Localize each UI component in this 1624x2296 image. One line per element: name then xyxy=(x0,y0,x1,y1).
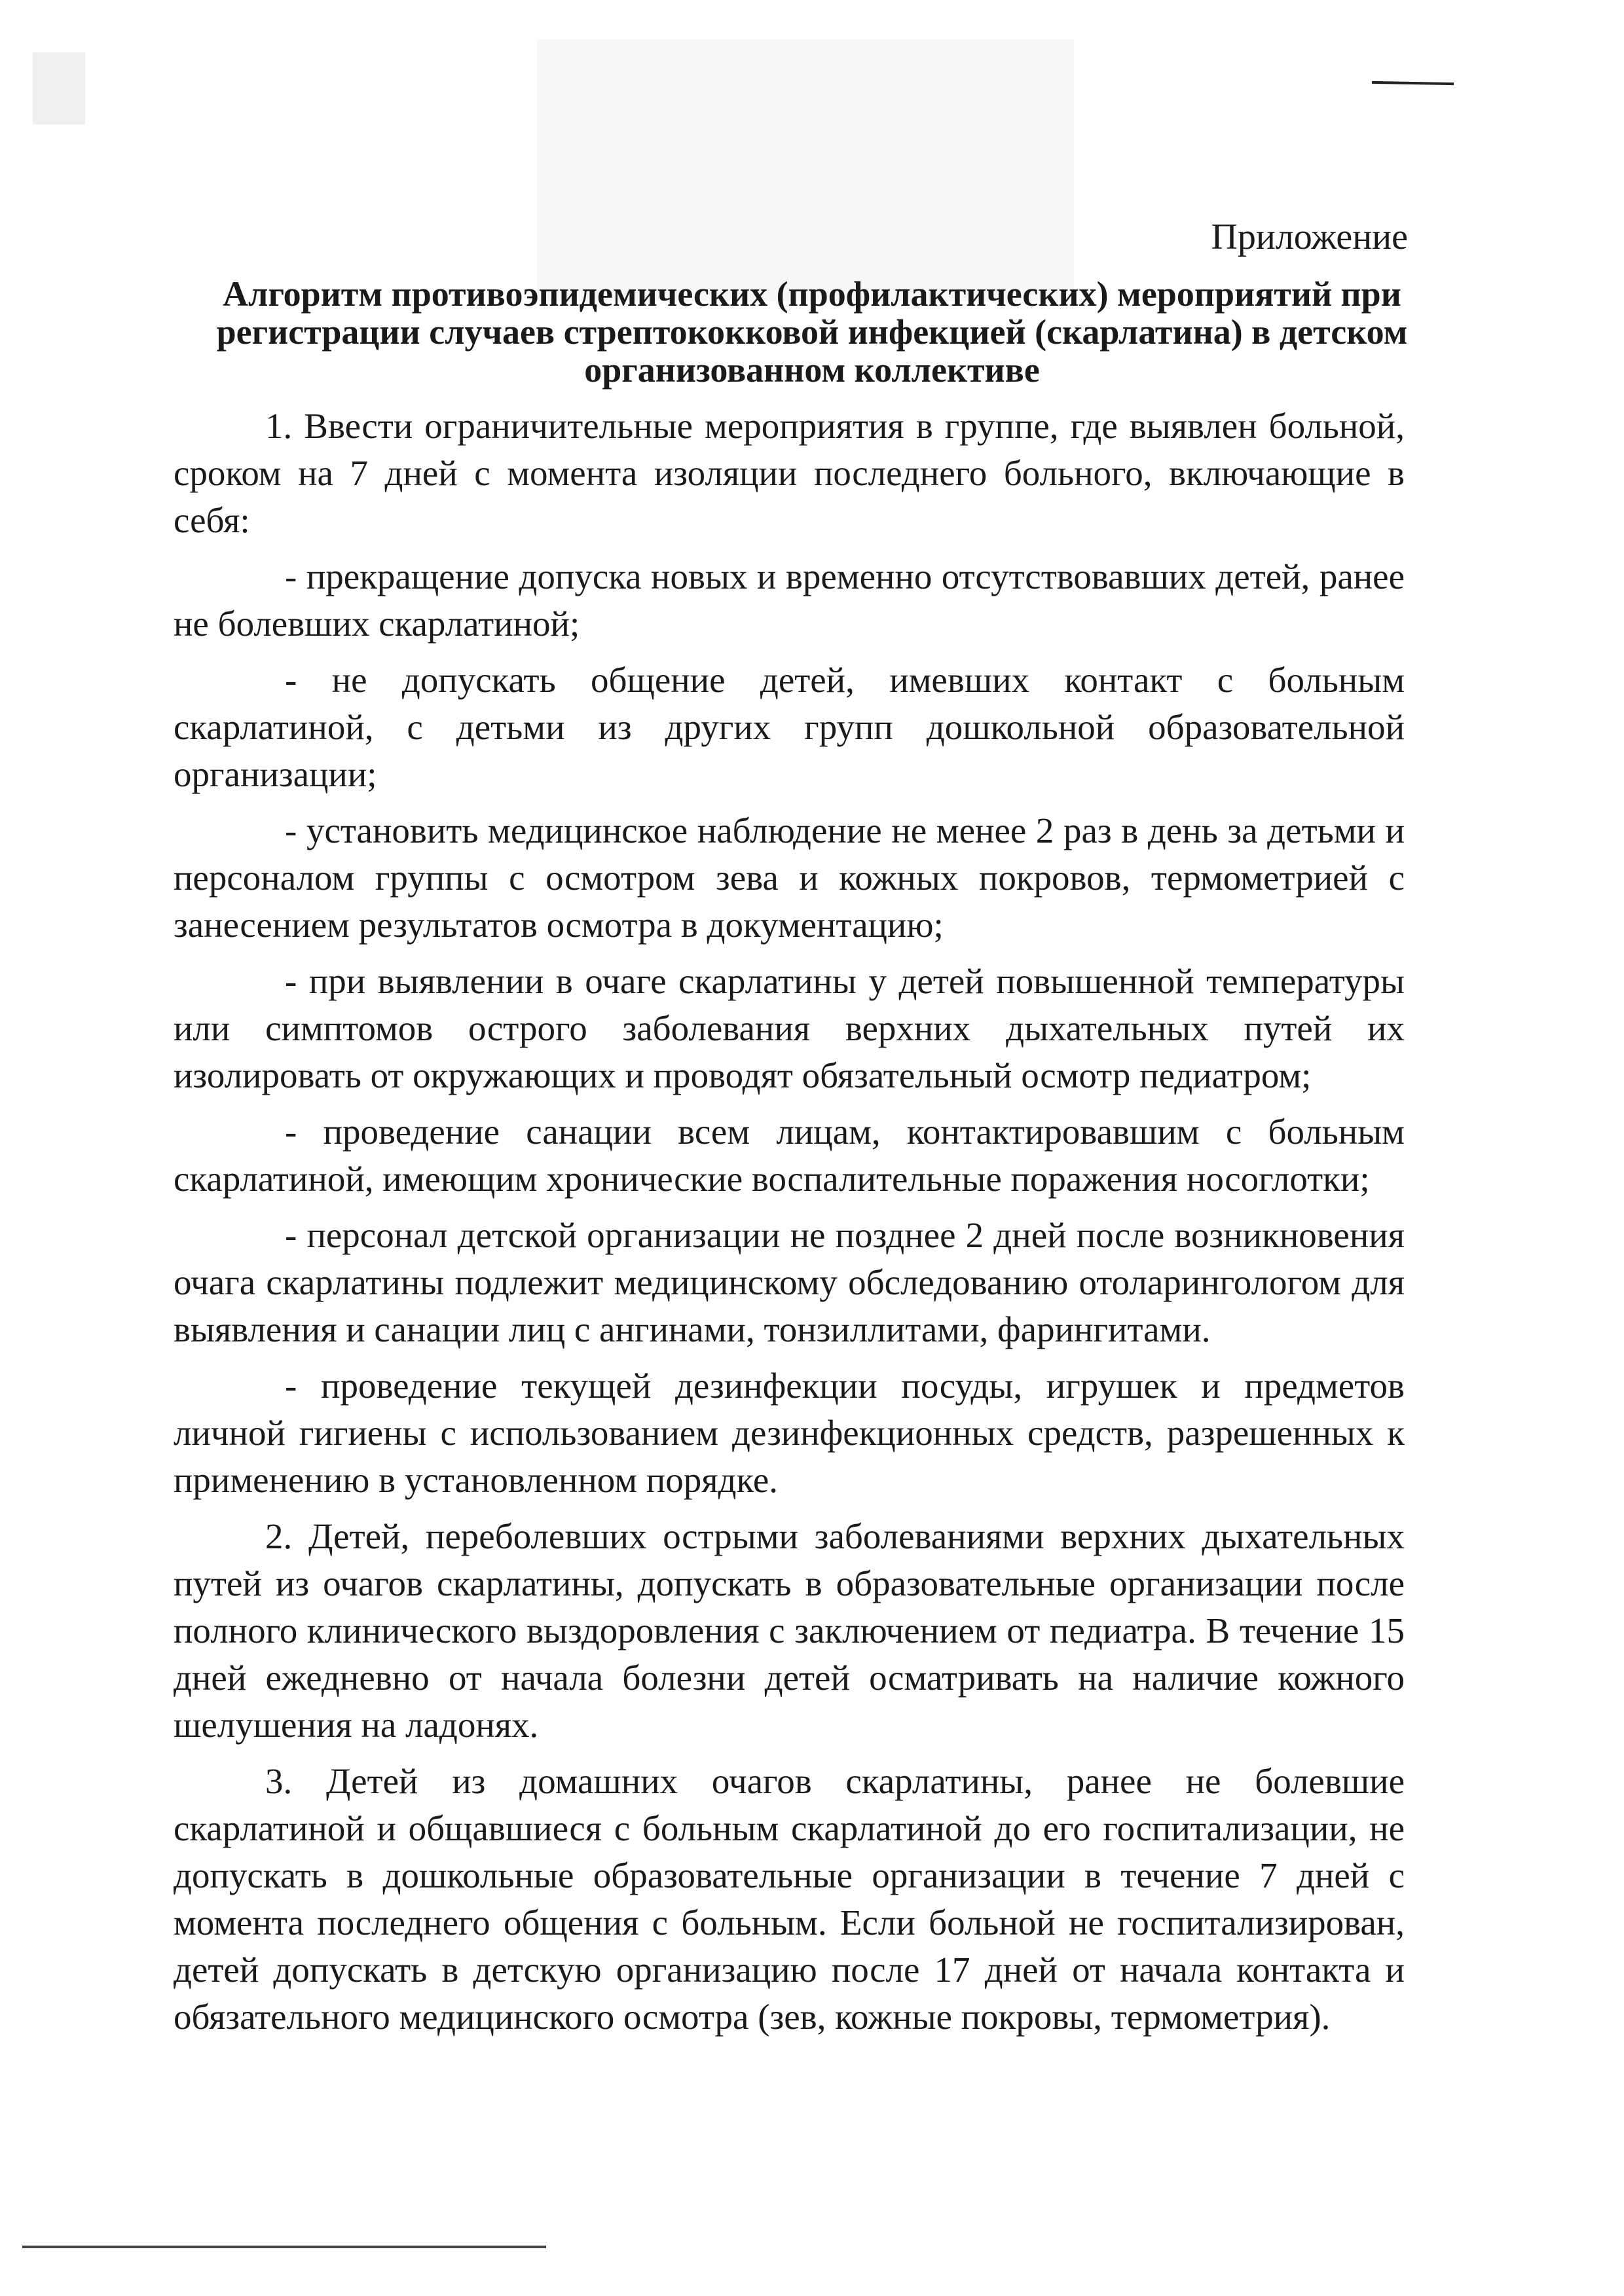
appendix-label: Приложение xyxy=(1211,217,1408,257)
bullet-paragraph: - проведение санации всем лицам, контактировавшим с больным скарлатиной, имеющим хронические воспалительные поражения носоглотки; xyxy=(174,1112,1405,1199)
footer-rule xyxy=(22,2246,546,2248)
bullet-paragraph: - при выявлении в очаге скарлатины у детей повышенной температуры или симптомов острого заболевания верхних дыхательных путей их изолировать от окружающих и проводят обязательный осмотр педиатром; xyxy=(174,961,1405,1095)
document-title: Алгоритм противоэпидемических (профилактических) мероприятий при регистрации случаев стрептококковой инфекцией (скарлатина) в детском организованном коллективе xyxy=(216,274,1408,390)
bullet-paragraph: - прекращение допуска новых и временно отсутствовавших детей, ранее не болевших скарлатиной; xyxy=(174,556,1405,644)
paragraph-item-1: 1. Ввести ограничительные мероприятия в группе, где выявлен больной, сроком на 7 дней с момента изоляции последнего больного, включающие в себя: xyxy=(174,406,1405,540)
scan-artifact xyxy=(33,52,85,124)
bullet-paragraph: - проведение текущей дезинфекции посуды, игрушек и предметов личной гигиены с использованием дезинфекционных средств, разрешенных к применению в установленном порядке. xyxy=(174,1366,1405,1500)
bullet-paragraph: - персонал детской организации не позднее 2 дней после возникновения очага скарлатины подлежит медицинскому обследованию отоларингологом для выявления и санации лиц с ангинами, тонзиллитами, фарингитами. xyxy=(174,1215,1405,1349)
document-body xyxy=(174,403,1405,2050)
bullet-paragraph: - не допускать общение детей, имевших контакт с больным скарлатиной, с детьми из других групп дошкольной образовательной организации; xyxy=(174,660,1405,794)
scan-mark-line xyxy=(1372,81,1454,85)
scan-bleed-through xyxy=(537,39,1074,301)
bullet-paragraph: - установить медицинское наблюдение не менее 2 раз в день за детьми и персоналом группы с осмотром зева и кожных покровов, термометрией с занесением результатов осмотра в документацию; xyxy=(174,811,1405,945)
paragraph-item-3: 3. Детей из домашних очагов скарлатины, ранее не болевшие скарлатиной и общавшиеся с больным скарлатиной до его госпитализации, не допускать в дошкольные образовательные организации в течение 7 дней с момента последнего общения с больным. Если больной не госпитализирован, детей допускать в детскую организацию после 17 дней от начала контакта и обязательного медицинского осмотра (зев, кожные покровы, термометрия). xyxy=(174,1761,1405,2037)
paragraph-item-2: 2. Детей, переболевших острыми заболеваниями верхних дыхательных путей из очагов скарлатины, допускать в образовательные организации после полного клинического выздоровления с заключением от педиатра. В течение 15 дней ежедневно от начала болезни детей осматривать на наличие кожного шелушения на ладонях. xyxy=(174,1516,1405,1745)
